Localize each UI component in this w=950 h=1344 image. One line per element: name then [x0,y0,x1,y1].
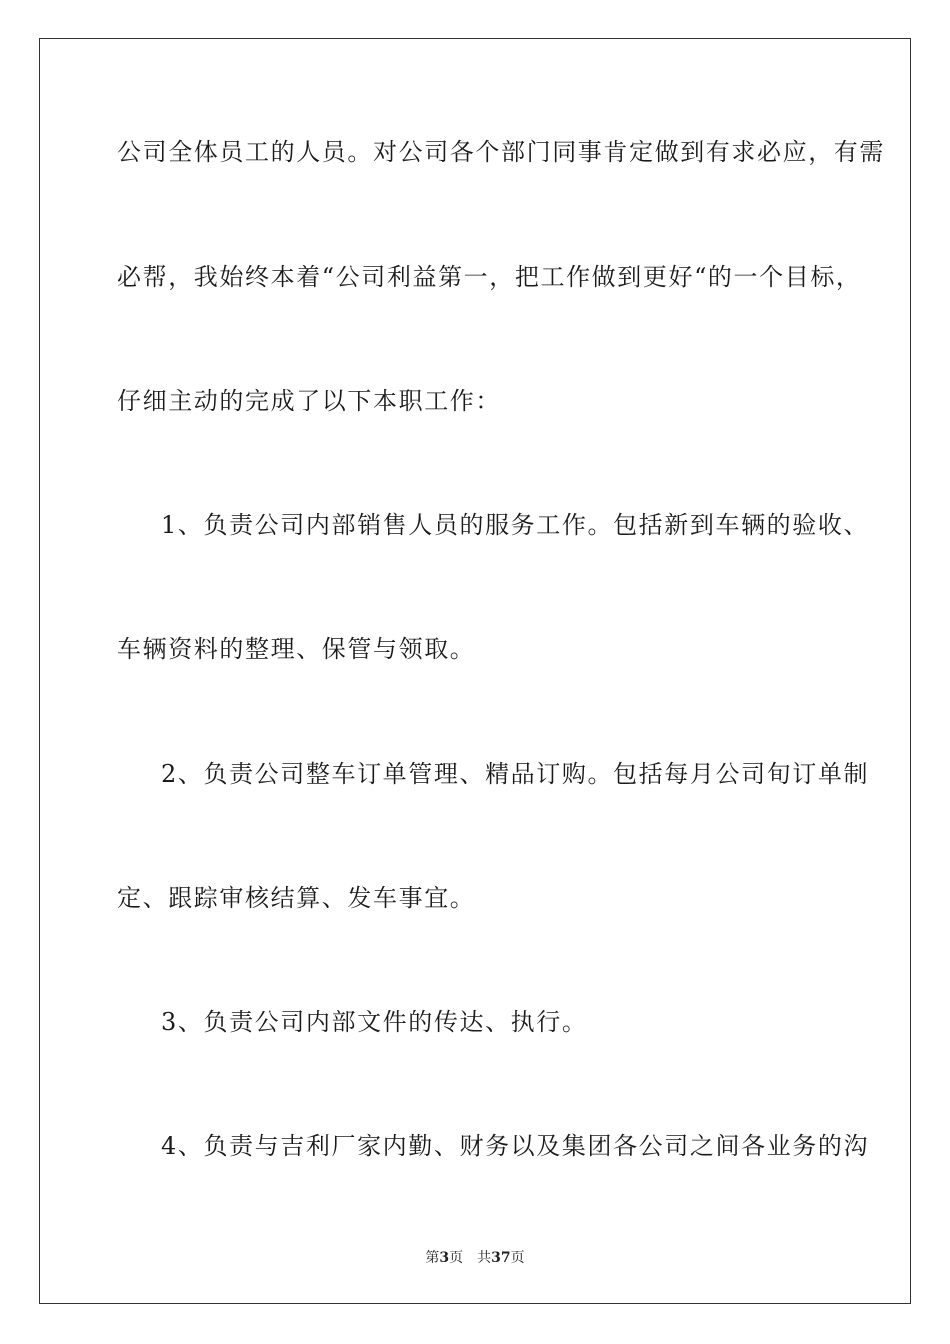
list-item-2-continued: 定、跟踪审核结算、发车事宜。 [117,884,476,912]
page-footer [0,1249,950,1267]
list-item-3: 3、负责公司内部文件的传达、执行。 [161,1008,588,1036]
page-prefix: 第 [425,1250,440,1266]
total-prefix: 共 [477,1250,492,1266]
list-item-2: 2、负责公司整车订单管理、精品订购。包括每月公司旬订单制 [161,760,870,788]
page-border [39,38,911,1304]
page-suffix: 页 [449,1250,464,1266]
page-number: 3 [439,1250,450,1266]
body-line-2: 必帮，我始终本着“公司利益第一，把工作做到更好“的一个目标， [117,263,862,291]
list-item-1-continued: 车辆资料的整理、保管与领取。 [117,635,476,663]
total-suffix: 页 [510,1250,525,1266]
list-item-1: 1、负责公司内部销售人员的服务工作。包括新到车辆的验收、 [161,511,870,539]
total-pages: 37 [491,1250,511,1266]
list-item-4: 4、负责与吉利厂家内勤、财务以及集团各公司之间各业务的沟 [161,1132,870,1160]
body-line-1: 公司全体员工的人员。对公司各个部门同事肯定做到有求必应，有需 [117,138,885,166]
body-line-3: 仔细主动的完成了以下本职工作： [117,387,501,415]
